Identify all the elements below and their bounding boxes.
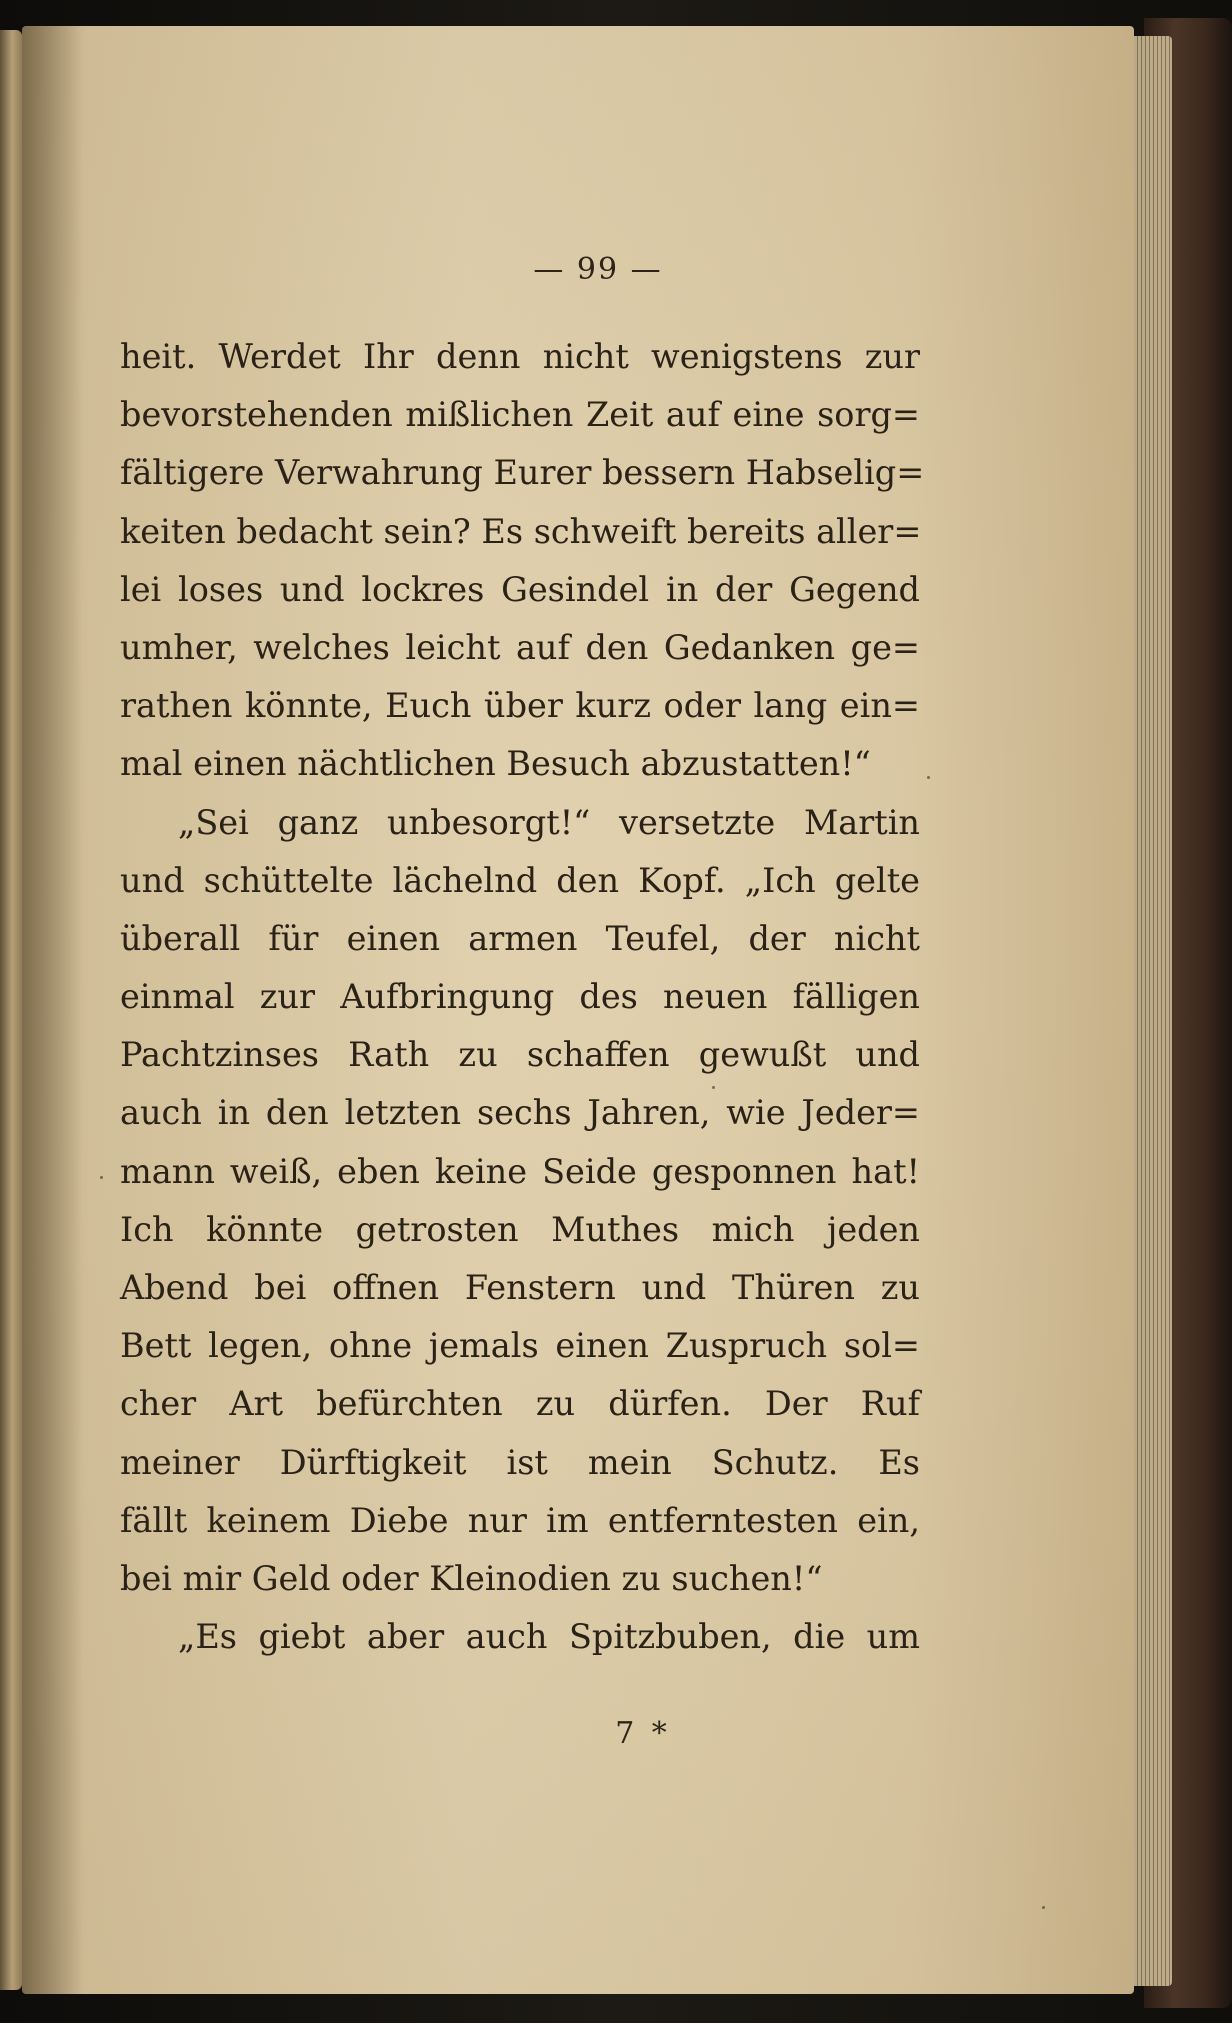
text-line: Bett legen, ohne jemals einen Zuspruch sol= <box>120 1326 920 1366</box>
text-line: Ich könnte getrosten Muthes mich jeden <box>120 1209 920 1249</box>
text-line: fällt keinem Diebe nur im entferntesten ein, <box>120 1500 920 1540</box>
book-page <box>22 26 1134 1994</box>
text-line: heit. Werdet Ihr denn nicht wenigstens zur <box>120 337 920 376</box>
text-line: und schüttelte lächelnd den Kopf. „Ich gelte <box>120 860 920 900</box>
text-line: „Sei ganz unbesorgt!“ versetzte Martin <box>178 802 920 842</box>
text-line: Pachtzinses Rath zu schaffen gewußt und <box>120 1035 920 1075</box>
text-line: mann weiß, eben keine Seide gesponnen hat! <box>120 1151 920 1191</box>
signature-mark: 7 * <box>615 1716 671 1751</box>
gutter-shadow <box>22 26 82 1994</box>
text-line: Abend bei offnen Fenstern und Thüren zu <box>120 1268 920 1307</box>
text-line: rathen könnte, Euch über kurz oder lang ein= <box>120 686 920 726</box>
text-line: mal einen nächtlichen Besuch abzustatten!“ <box>120 744 871 784</box>
text-line: meiner Dürftigkeit ist mein Schutz. Es <box>120 1442 920 1482</box>
text-line: auch in den letzten sechs Jahren, wie Jeder= <box>120 1093 920 1133</box>
paper-speck <box>927 776 930 779</box>
text-line: „Es giebt aber auch Spitzbuben, die um <box>178 1617 920 1657</box>
text-line: fältigere Verwahrung Eurer bessern Habselig= <box>120 453 925 493</box>
facing-page-edge <box>0 30 22 1990</box>
text-line: lei loses und lockres Gesindel in der Gegend <box>120 569 920 609</box>
page-header: — 99 — <box>533 252 663 287</box>
text-line: umher, welches leicht auf den Gedanken ge= <box>120 627 920 667</box>
text-line: cher Art befürchten zu dürfen. Der Ruf <box>120 1384 920 1424</box>
paper-speck <box>100 1176 103 1179</box>
text-line: einmal zur Aufbringung des neuen fälligen <box>120 977 920 1017</box>
body-text <box>120 328 925 1666</box>
paper-speck <box>712 1086 715 1089</box>
text-line: keiten bedacht sein? Es schweift bereits aller= <box>120 511 922 551</box>
text-line: bevorstehenden mißlichen Zeit auf eine sorg= <box>120 395 920 435</box>
text-line: bei mir Geld oder Kleinodien zu suchen!“ <box>120 1558 823 1598</box>
text-line: überall für einen armen Teufel, der nicht <box>120 918 920 958</box>
paper-speck <box>1042 1906 1045 1909</box>
